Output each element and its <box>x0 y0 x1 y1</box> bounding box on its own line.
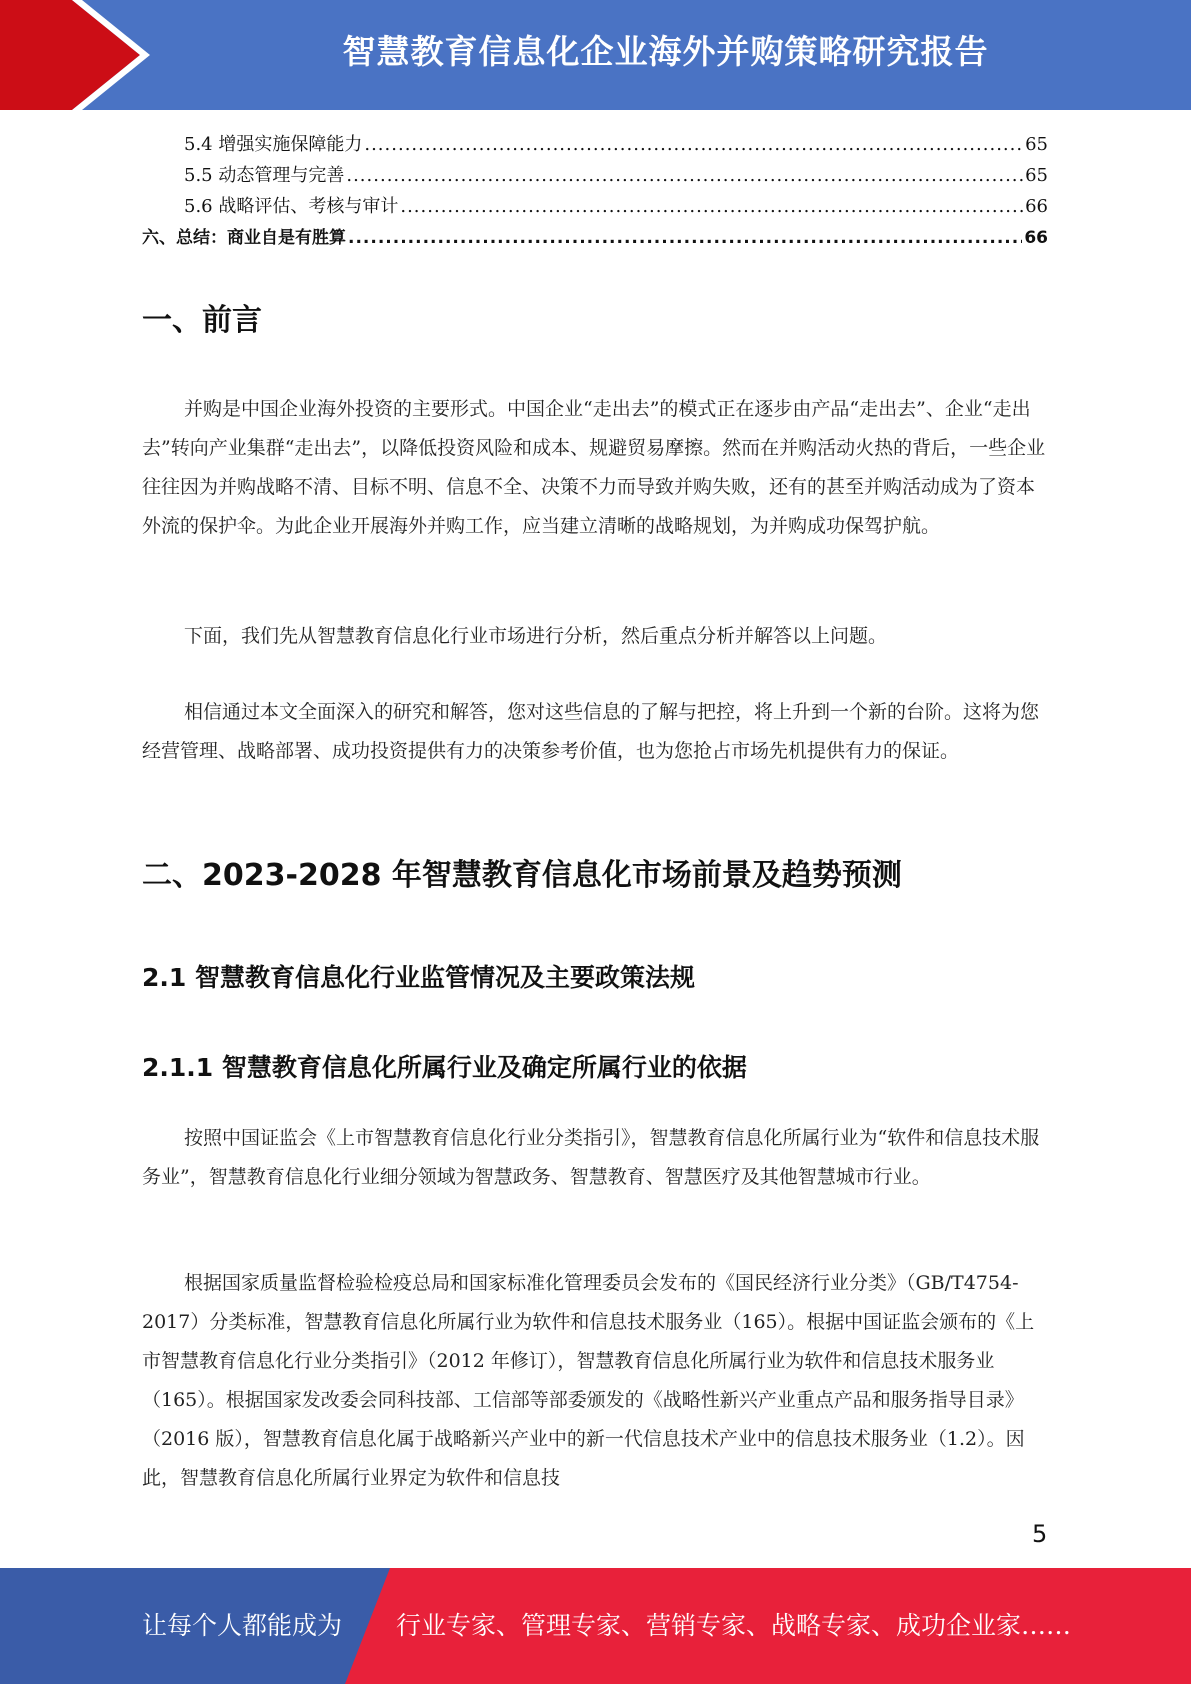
section-2-paragraph-1: 按照中国证监会《上市智慧教育信息化行业分类指引》，智慧教育信息化所属行业为“软件和信息技术服务业”，智慧教育信息化行业细分领域为智慧政务、智慧教育、智慧医疗及其他智慧城市行业。 <box>142 1127 1040 1188</box>
page-footer <box>0 1568 1191 1684</box>
page-header <box>0 0 1191 110</box>
toc-label: 5.6 战略评估、考核与审计 <box>184 196 399 217</box>
toc-leader <box>400 196 1023 217</box>
section-1-heading: 一、前言 <box>142 303 262 338</box>
toc-page: 65 <box>1025 134 1048 155</box>
section-2-1-1-heading: 2.1.1 智慧教育信息化所属行业及确定所属行业的依据 <box>142 1053 747 1082</box>
section-2-1-heading: 2.1 智慧教育信息化行业监管情况及主要政策法规 <box>142 963 695 992</box>
footer-slogan-left: 让每个人都能成为 <box>142 1611 343 1640</box>
toc-leader <box>364 134 1023 155</box>
toc-leader <box>346 165 1023 186</box>
table-of-contents <box>142 130 1048 254</box>
toc-page: 66 <box>1025 196 1048 217</box>
section-1-paragraph-2: 下面，我们先从智慧教育信息化行业市场进行分析，然后重点分析并解答以上问题。 <box>184 625 888 647</box>
toc-page: 65 <box>1025 165 1048 186</box>
toc-entry-6[interactable] <box>142 223 1048 254</box>
footer-slogan-right: 行业专家、管理专家、营销专家、战略专家、成功企业家…… <box>396 1611 1072 1640</box>
section-1-paragraph-3: 相信通过本文全面深入的研究和解答，您对这些信息的了解与把控，将上升到一个新的台阶。这将为您经营管理、战略部署、成功投资提供有力的决策参考价值，也为您抢占市场先机提供有力的保证。 <box>142 701 1040 762</box>
toc-page: 66 <box>1024 228 1048 248</box>
toc-label: 5.4 增强实施保障能力 <box>184 134 363 155</box>
toc-entry-5-6[interactable] <box>142 192 1048 223</box>
page-number: 5 <box>1032 1520 1048 1548</box>
section-2-heading: 二、2023-2028 年智慧教育信息化市场前景及趋势预测 <box>142 858 902 893</box>
section-1-paragraph-1: 并购是中国企业海外投资的主要形式。中国企业“走出去”的模式正在逐步由产品“走出去”、企业“走出去”转向产业集群“走出去”，以降低投资风险和成本、规避贸易摩擦。然而在并购活动火热的背后，一些企业往往因为并购战略不清、目标不明、信息不全、决策不力而导致并购失败，还有的甚至并购活动成为了资本外流的保护伞。为此企业开展海外并购工作，应当建立清晰的战略规划，为并购成功保驾护航。 <box>142 398 1046 537</box>
report-title: 智慧教育信息化企业海外并购策略研究报告 <box>342 32 989 71</box>
toc-entry-5-4[interactable] <box>142 130 1048 161</box>
toc-entry-5-5[interactable] <box>142 161 1048 192</box>
toc-leader <box>348 228 1022 248</box>
toc-label: 5.5 动态管理与完善 <box>184 165 345 186</box>
section-2-paragraph-2: 根据国家质量监督检验检疫总局和国家标准化管理委员会发布的《国民经济行业分类》（GB/T4754-2017）分类标准，智慧教育信息化所属行业为软件和信息技术服务业（165）。根据中国证监会颁布的《上市智慧教育信息化行业分类指引》（2012 年修订），智慧教育信息化所属行业为软件和信息技术服务业（165）。根据国家发改委会同科技部、工信部等部委颁发的《战略性新兴产业重点产品和服务指导目录》（2016 版），智慧教育信息化属于战略新兴产业中的新一代信息技术产业中的信息技术服务业（1.2）。因此，智慧教育信息化所属行业界定为软件和信息技 <box>142 1272 1035 1489</box>
header-red-chevron <box>0 0 140 110</box>
toc-label: 六、总结：商业自是有胜算 <box>142 228 346 248</box>
